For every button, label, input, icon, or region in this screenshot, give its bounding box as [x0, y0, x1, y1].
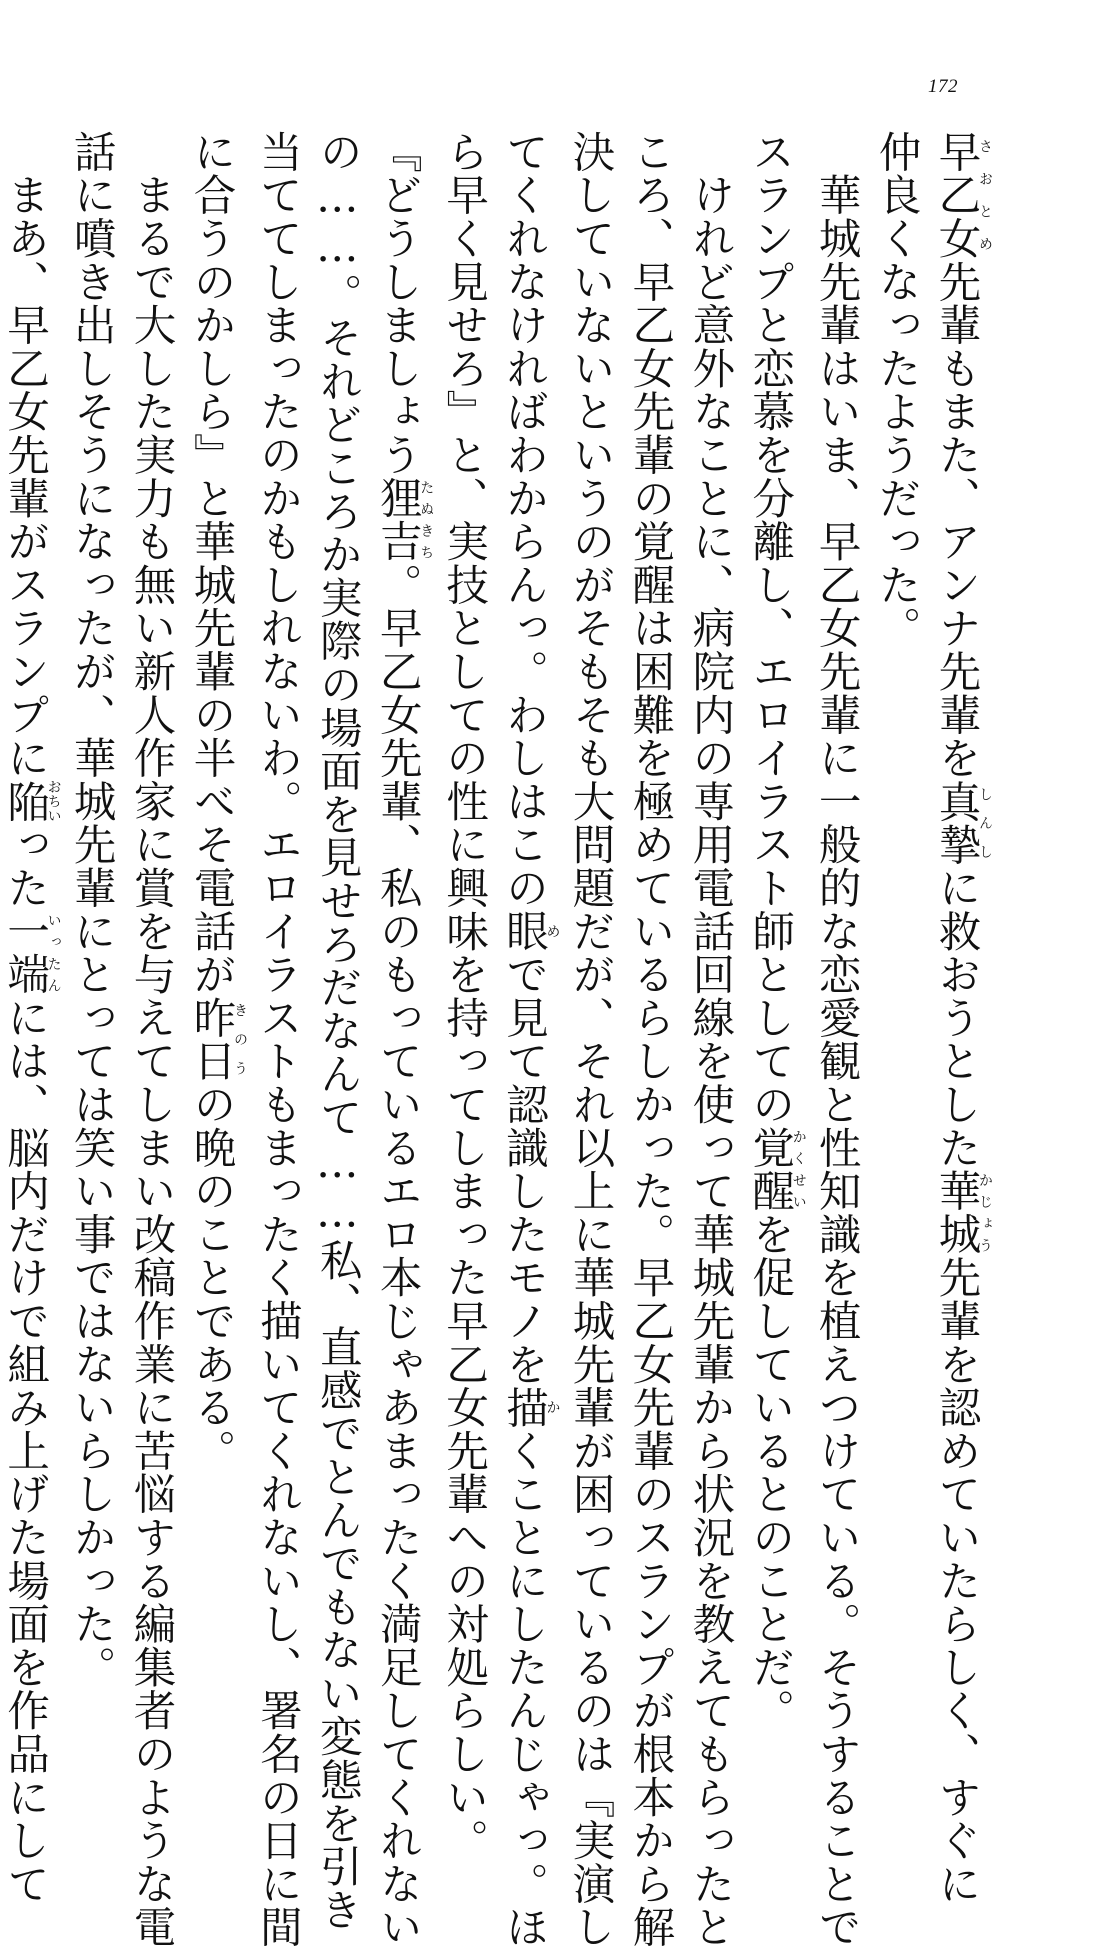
text-segment: スランプと恋慕を分離し、エロイラスト師としての — [745, 130, 795, 1126]
furigana-reading: おちい — [45, 779, 62, 823]
text-segment: に合うのかしら』と華城先輩の半べそ電話が — [186, 130, 236, 996]
furigana-reading: め — [544, 909, 561, 953]
ruby-annotated-word — [931, 1169, 993, 1256]
text-segment: くことにしたんじゃっ。ほ — [499, 1429, 549, 1949]
text-line — [181, 130, 247, 1590]
ruby-annotated-word — [186, 996, 248, 1083]
text-segment: で見て認識したモノを — [499, 952, 549, 1386]
text-line — [739, 130, 807, 1733]
text-segment: けれど意外なことに、病院内の専用電話回線を使って華城先輩から状況を教えてもらったと — [685, 130, 735, 1949]
ruby-annotated-word — [931, 779, 993, 867]
furigana-reading: しんし — [977, 779, 993, 867]
furigana-reading: いったん — [45, 909, 62, 997]
text-line — [247, 130, 307, 1949]
text-segment: には、脳内だけで組み上げた場面を作品にして — [0, 996, 50, 1906]
ruby-base: 一端 — [0, 909, 50, 997]
ruby-annotated-word — [0, 909, 62, 997]
text-segment: 話に噴き出しそうになったが、華城先輩にとっては笑い事ではないらしかった。 — [66, 130, 116, 1689]
ruby-base: 昨日 — [186, 996, 236, 1083]
furigana-reading: きのう — [231, 996, 248, 1083]
ruby-base: 眼 — [499, 909, 549, 953]
text-segment: まあ、早乙女先輩がスランプに — [0, 130, 50, 780]
text-line — [679, 130, 739, 1949]
text-line — [61, 130, 121, 1689]
ruby-base: 華城 — [931, 1169, 981, 1256]
text-line — [806, 130, 866, 1949]
text-segment: 決していないというのがそもそも大問題だが、それ以上に華城先輩が困っているのは『実演し — [565, 130, 615, 1949]
ruby-base: 覚醒 — [745, 1125, 795, 1213]
text-line — [307, 130, 367, 1932]
text-segment: 先輩を認めていたらしく、すぐに — [931, 1255, 981, 1906]
text-segment: 。早乙女先輩、私のもっているエロ本じゃあまったく満足してくれない — [372, 563, 422, 1949]
text-segment: った — [0, 822, 50, 910]
ruby-base: 早乙女 — [931, 130, 981, 260]
text-line — [866, 130, 926, 1590]
text-line — [0, 130, 62, 1906]
text-line — [493, 130, 561, 1949]
furigana-reading: か — [544, 1385, 561, 1430]
ruby-annotated-word — [372, 476, 435, 564]
ruby-base: 狸吉 — [372, 476, 422, 564]
ruby-base: 真摯 — [931, 779, 981, 867]
text-segment: まるで大した実力も無い新人作家に賞を与えてしまい改稿作業に苦悩する編集者のような電 — [126, 130, 176, 1949]
text-line — [560, 130, 620, 1949]
page-number: 172 — [928, 76, 958, 97]
text-segment: を促しているとのことだ。 — [745, 1212, 795, 1733]
text-segment: 『どうしましょう — [372, 130, 422, 477]
ruby-annotated-word — [499, 1385, 561, 1430]
ruby-annotated-word — [0, 779, 62, 823]
ruby-base: 描 — [499, 1385, 549, 1430]
text-segment: 当ててしまったのかもしれないわ。エロイラストもまったく描いてくれないし、署名の日に間 — [252, 130, 302, 1949]
text-line — [121, 130, 181, 1949]
text-line — [926, 130, 993, 1906]
text-line — [367, 130, 435, 1949]
text-segment: 華城先輩はいま、早乙女先輩に一般的な恋愛観と性知識を植えつけている。そうすることで — [811, 130, 861, 1949]
furigana-reading: かくせい — [790, 1125, 807, 1213]
text-line — [433, 130, 493, 1862]
ruby-annotated-word — [499, 909, 561, 953]
furigana-reading: たぬきち — [418, 476, 435, 563]
ruby-annotated-word — [745, 1125, 807, 1213]
text-segment: の晩のことである。 — [186, 1082, 236, 1473]
text-segment: の……。それどころか実際の場面を見せろだなんて……私、直感でとんでもない変態を引き — [312, 130, 362, 1932]
furigana-reading: さおとめ — [977, 130, 993, 260]
text-segment: に救おうとした — [931, 866, 981, 1170]
text-segment: ら早く見せろ』と、実技としての性に興味を持ってしまった早乙女先輩への対処らしい。 — [439, 130, 489, 1862]
ruby-base: 陥 — [0, 779, 50, 823]
text-line — [619, 130, 679, 1949]
text-segment: てくれなければわからんっ。わしはこの — [499, 130, 549, 910]
body-text — [0, 130, 993, 1949]
ruby-annotated-word — [931, 130, 993, 260]
furigana-reading: かじょう — [977, 1169, 993, 1256]
text-segment: 先輩もまた、アンナ先輩を — [931, 259, 981, 780]
text-segment: ころ、早乙女先輩の覚醒は困難を極めているらしかった。早乙女先輩のスランプが根本から解 — [625, 130, 675, 1949]
text-segment: 仲良くなったようだった。 — [871, 130, 921, 650]
